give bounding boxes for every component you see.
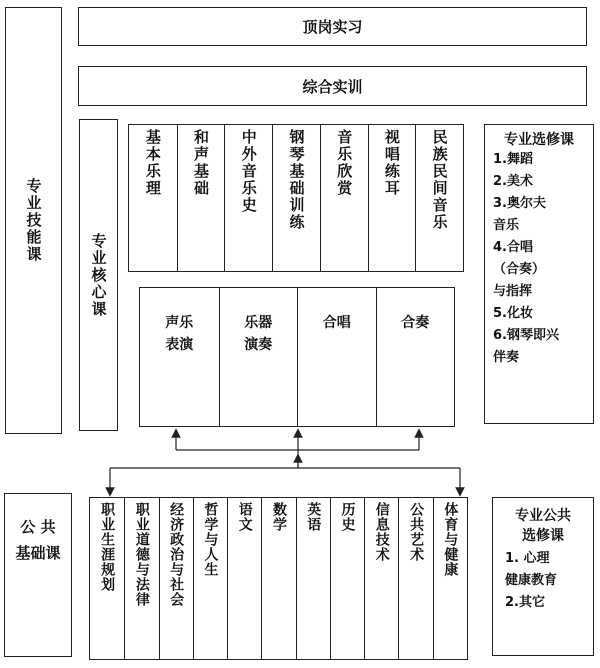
performance-course-label: 合奏: [401, 315, 430, 331]
public-course-label: 英语: [305, 502, 322, 532]
professional-elective-item: 1.舞蹈: [493, 152, 533, 167]
professional-elective-item: 5.化妆: [493, 306, 533, 321]
core-course-label: 视唱练耳: [382, 129, 401, 197]
public-course-label: 体育与健康: [442, 502, 459, 577]
public-course-label: 公共艺术: [408, 502, 425, 562]
public-course-label: 职业生涯规划: [99, 502, 116, 592]
performance-course-label: 乐器 演奏: [244, 315, 273, 353]
public-course-label: 经济政治与社会: [168, 502, 185, 607]
professional-elective-item: 4.合唱 （合奏） 与指挥: [493, 240, 546, 299]
public-course-label: 职业道德与法律: [133, 502, 150, 607]
core-course-label: 音乐欣赏: [335, 129, 354, 197]
internship-label: 顶岗实习: [302, 18, 363, 36]
core-course-label: 和声基础: [192, 129, 211, 197]
public-course-label: 信息技术: [373, 502, 390, 562]
public-electives-title: 专业公共 选修课: [515, 508, 571, 544]
professional-core-label: 专业核心课: [89, 232, 108, 318]
arrow-to-public: [110, 458, 460, 492]
professional-skill-label: 专业技能课: [24, 178, 43, 263]
public-basic-label: 公 共 基础课: [15, 518, 61, 562]
core-course-label: 民族民间音乐: [430, 129, 449, 231]
core-course-label: 钢琴基础训练: [287, 129, 306, 231]
professional-elective-item: 2.美术: [493, 174, 533, 189]
public-course-label: 语文: [236, 502, 253, 532]
core-course-label: 中外音乐史: [239, 129, 258, 214]
public-elective-item: 1. 心理 健康教育: [505, 551, 558, 588]
core-course-label: 基本乐理: [143, 129, 162, 197]
public-course-label: 数学: [270, 502, 287, 532]
public-course-label: 历史: [339, 502, 356, 532]
performance-course-label: 合唱: [322, 315, 351, 331]
professional-elective-item: 3.奥尔夫 音乐: [493, 196, 546, 233]
professional-elective-item: 6.钢琴即兴 伴奏: [493, 328, 559, 365]
practical-training-label: 综合实训: [302, 77, 363, 96]
public-elective-item: 2.其它: [505, 595, 545, 610]
public-course-label: 哲学与人生: [202, 502, 219, 577]
professional-electives-title: 专业选修课: [504, 132, 574, 148]
performance-course-label: 声乐 表演: [165, 315, 194, 353]
